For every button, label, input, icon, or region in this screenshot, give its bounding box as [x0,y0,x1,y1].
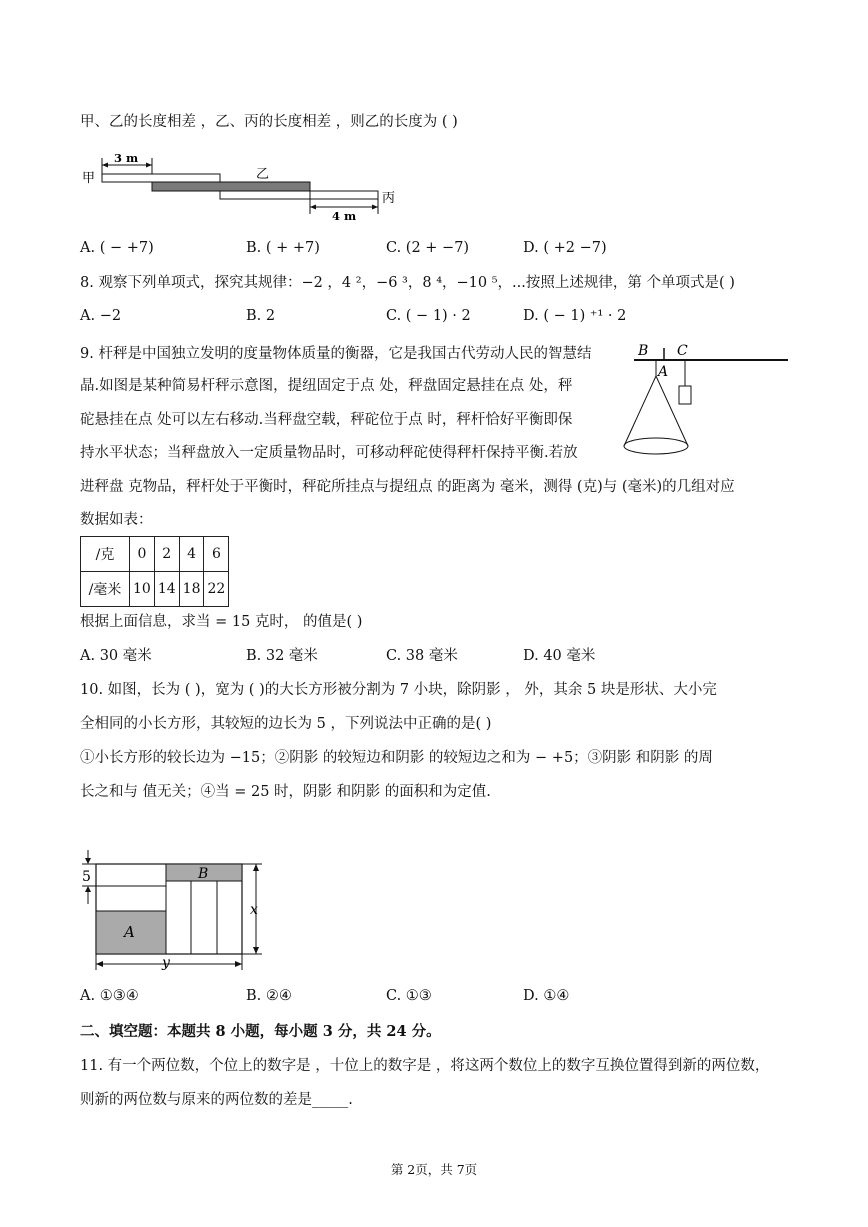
table-row [81,572,229,607]
q10-stem-line3: ①小长方形的较长边为 −15；②阴影 的较短边和阴影 的较短边之和为 − +5；③阴影 和阴影 的周 [80,750,713,766]
q8-option-c: C. ( − 1) · 2 [386,308,471,324]
rectangle-figure [78,846,268,974]
fig10-label-b: B [198,866,209,882]
q8-stem: 8. 观察下列单项式，探究其规律：−2 ，4 ²，−6 ³，8 ⁴，−10 ⁵，...按照上述规律，第 个单项式是( ) [80,275,735,291]
table-cell: 22 [204,572,229,607]
q10-stem-line4: 长之和与 值无关；④当 = 25 时，阴影 和阴影 的面积和为定值. [80,784,491,800]
q11-stem-line2: 则新的两位数与原来的两位数的差是_____. [80,1092,353,1108]
table-row [81,537,229,572]
table-cell: /克 [81,537,130,572]
q9-option-a: A. 30 毫米 [80,648,152,664]
q8-option-d: D. ( − 1) ⁺¹ · 2 [523,308,627,324]
q10-option-c: C. ①③ [386,988,432,1004]
q9-option-c: C. 38 毫米 [386,648,458,664]
q9-stem-line4: 持水平状态；当秤盘放入一定质量物品时，可移动秤砣使得秤杆保持平衡.若放 [80,445,578,461]
q10-option-d: D. ①④ [523,988,570,1004]
q9-stem-line5: 进秤盘 克物品，秤杆处于平衡时，秤砣所挂点与提纽点 的距离为 毫米，测得 (克)与 (毫米)的几组对应 [80,479,735,495]
table-cell: 2 [154,537,179,572]
q7-option-d: D. ( +2 −7) [523,240,607,256]
q9-stem-line3: 砣悬挂在点 处可以左右移动.当秤盘空载，秤砣位于点 时，秤杆恰好平衡即保 [80,412,573,428]
q9-stem-line6: 数据如表： [80,512,153,528]
table-cell: 0 [130,537,155,572]
table-cell: 4 [179,537,204,572]
table-cell: 10 [130,572,155,607]
q7-figure [80,148,410,224]
table-cell: 18 [179,572,204,607]
q10-option-a: A. ①③④ [80,988,139,1004]
q7-option-c: C. (2 + −7) [386,240,470,256]
q9-stem-line1: 9. 杆秤是中国独立发明的度量物体质量的衡器，它是我国古代劳动人民的智慧结 [80,346,592,362]
table-cell: /毫米 [81,572,130,607]
table-cell: 14 [154,572,179,607]
q8-option-b: B. 2 [246,308,276,324]
fig7-label-bing: 丙 [382,191,396,206]
q10-stem-line2: 全相同的小长方形，其较短的边长为 5 ，下列说法中正确的是( ) [80,716,492,732]
data-table [80,536,229,607]
fig7-label-jia: 甲 [82,171,96,186]
fig7-label-3m: 3 m [114,151,139,165]
q7-stem: 甲、乙的长度相差 ，乙、丙的长度相差 ，则乙的长度为 ( ) [80,114,458,130]
section-heading: 二、填空题：本题共 8 小题，每小题 3 分，共 24 分。 [80,1023,441,1040]
q11-stem-line1: 11. 有一个两位数，个位上的数字是 ，十位上的数字是 ，将这两个数位上的数字互换位置得到新的两位数， [80,1058,770,1074]
q9-option-b: B. 32 毫米 [246,648,318,664]
steelyard-figure [618,338,790,468]
fig10-label-x: x [250,902,258,918]
q7-option-a: A. ( − +7) [80,240,154,256]
q9-question: 根据上面信息，求当 = 15 克时， 的值是( ) [80,614,363,630]
q8-option-a: A. −2 [80,308,122,324]
fig9-label-c: C [677,343,688,359]
q9-option-d: D. 40 毫米 [523,648,596,664]
q10-option-b: B. ②④ [246,988,292,1004]
fig10-label-5: 5 [82,869,91,885]
fig7-label-4m: 4 m [332,209,357,223]
fig9-label-b: B [638,343,649,359]
fig10-label-y: y [162,955,170,971]
q9-stem-line2: 晶.如图是某种简易杆秤示意图，提纽固定于点 处，秤盘固定悬挂在点 处，秤 [80,378,573,394]
table-cell: 6 [204,537,229,572]
q7-option-b: B. ( + +7) [246,240,320,256]
page-footer: 第 2页，共 7页 [390,1162,478,1177]
fig7-label-yi: 乙 [256,167,270,182]
fig9-label-a: A [658,364,669,380]
q10-stem-line1: 10. 如图，长为 ( )，宽为 ( )的大长方形被分割为 7 小块，除阴影 ， 外，其余 5 块是形状、大小完 [80,682,717,698]
fig10-label-a: A [124,923,135,941]
